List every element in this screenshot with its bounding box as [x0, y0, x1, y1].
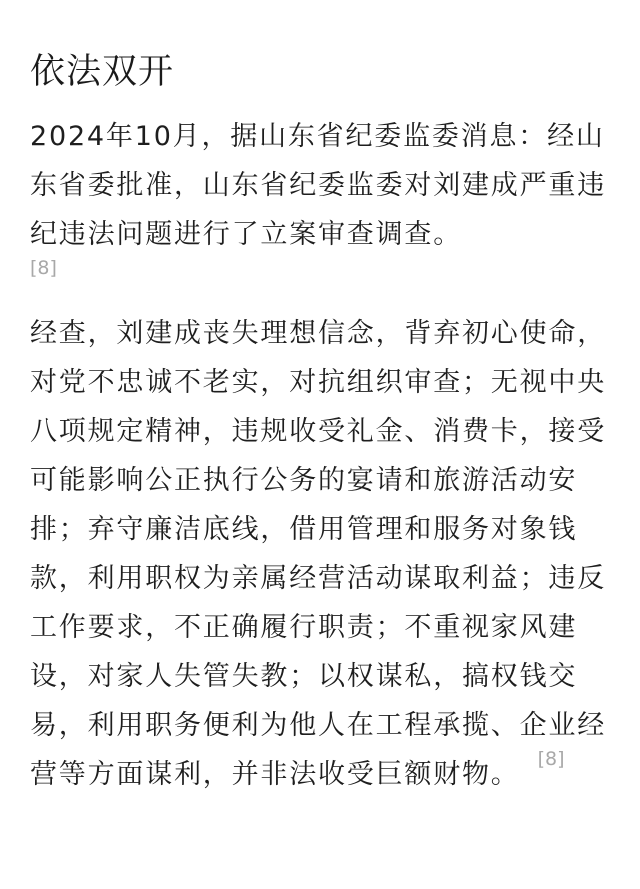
citation-link[interactable]: [8] — [537, 748, 565, 770]
paragraph-text: 经查，刘建成丧失理想信念，背弃初心使命，对党不忠诚不老实，对抗组织审查；无视中央八项规定精神，违规收受礼金、消费卡，接受可能影响公正执行公务的宴请和旅游活动安排；弃守廉洁底线，借用管理和服务对象钱款，利用职权为亲属经营活动谋取利益；违反工作要求，不正确履行职责；不重视家风建设，对家人失管失教；以权谋私，搞权钱交易，利用职务便利为他人在工程承揽、企业经营等方面谋利，并非法收受巨额财物。 — [30, 318, 606, 790]
citation-link[interactable]: [8] — [30, 257, 57, 279]
paragraph-findings — [30, 309, 608, 799]
paragraph-filing — [30, 112, 608, 283]
paragraph-text: 2024年10月，据山东省纪委监委消息：经山东省委批准，山东省纪委监委对刘建成严重违纪违法问题进行了立案审查调查。 — [30, 121, 606, 250]
section-title: 依法双开 — [30, 52, 175, 92]
